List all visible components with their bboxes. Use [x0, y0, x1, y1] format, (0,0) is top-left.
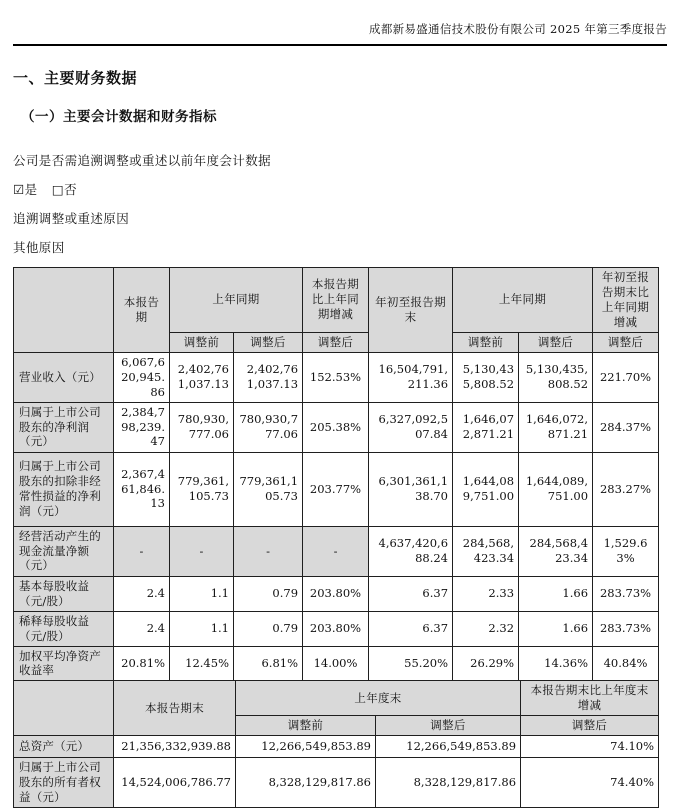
cell-value: 8,328,129,817.86	[376, 758, 521, 808]
row-label: 加权平均净资产收益率	[14, 646, 114, 681]
cell-value: 74.40%	[521, 758, 659, 808]
cell-value: -	[170, 526, 234, 576]
col-header-end-change: 本报告期末比上年度末增减	[521, 681, 659, 716]
restatement-reason-line: 追溯调整或重述原因	[13, 211, 130, 226]
cell-value: 203.80%	[303, 576, 369, 611]
cell-value: -	[303, 526, 369, 576]
cell-value: 55.20%	[369, 646, 453, 681]
restatement-block	[13, 151, 667, 256]
cell-value: 6.37	[369, 576, 453, 611]
cell-value: 284.37%	[593, 402, 659, 452]
cell-value: 152.53%	[303, 352, 369, 402]
cell-value: 1,529.63%	[593, 526, 659, 576]
table-row-revenue	[14, 352, 659, 402]
restatement-answer	[13, 180, 667, 198]
cell-value: 284,568,423.34	[519, 526, 593, 576]
col-header-ytd: 年初至报告期末	[369, 268, 453, 353]
table-row-owners-equity	[14, 758, 659, 808]
subheader-pre-adjust: 调整前	[453, 332, 519, 352]
subheader-post-adjust: 调整后	[521, 716, 659, 736]
cell-value: 0.79	[234, 576, 303, 611]
doc-header-title: 成都新易盛通信技术股份有限公司 2025 年第三季度报告	[13, 0, 667, 46]
cell-value: 205.38%	[303, 402, 369, 452]
cell-value: 40.84%	[593, 646, 659, 681]
cell-value: 1.1	[170, 576, 234, 611]
subheader-post-adjust: 调整后	[519, 332, 593, 352]
cell-value: 780,930,777.06	[234, 402, 303, 452]
cell-value: 1.66	[519, 611, 593, 646]
row-label: 归属于上市公司股东的扣除非经常性损益的净利润（元）	[14, 452, 114, 526]
cell-value: 5,130,435,808.52	[453, 352, 519, 402]
table-row-net-profit-excl-nonrecurring	[14, 452, 659, 526]
checkbox-no-icon: □否	[51, 182, 78, 197]
cell-value: 1,646,072,871.21	[453, 402, 519, 452]
checkbox-yes-checked-icon: ☑是	[13, 182, 38, 197]
cell-value: 2.4	[114, 611, 170, 646]
cell-value: 12,266,549,853.89	[236, 736, 376, 758]
cell-value: 203.77%	[303, 452, 369, 526]
cell-value: 6,301,361,138.70	[369, 452, 453, 526]
cell-value: 6,067,620,945.86	[114, 352, 170, 402]
row-label: 基本每股收益（元/股）	[14, 576, 114, 611]
cell-value: 203.80%	[303, 611, 369, 646]
row-label: 经营活动产生的现金流量净额（元）	[14, 526, 114, 576]
row-label: 营业收入（元）	[14, 352, 114, 402]
cell-value: 779,361,105.73	[234, 452, 303, 526]
col-header-prior-period-ytd: 上年同期	[453, 268, 593, 333]
subheader-post-adjust: 调整后	[376, 716, 521, 736]
cell-value: 221.70%	[593, 352, 659, 402]
subheader-post-adjust: 调整后	[234, 332, 303, 352]
cell-value: 2,402,761,037.13	[234, 352, 303, 402]
section-title: 一、主要财务数据	[13, 69, 138, 87]
table-row-total-assets	[14, 736, 659, 758]
balance-sheet-table	[13, 680, 659, 808]
col-header-current-period: 本报告期	[114, 268, 170, 353]
cell-value: 2,402,761,037.13	[170, 352, 234, 402]
cell-value: 26.29%	[453, 646, 519, 681]
restatement-question: 公司是否需追溯调整或重述以前年度会计数据	[13, 153, 272, 168]
corner-cell	[14, 681, 114, 736]
cell-value: 6,327,092,507.84	[369, 402, 453, 452]
cell-value: 1,644,089,751.00	[453, 452, 519, 526]
cell-value: 8,328,129,817.86	[236, 758, 376, 808]
table-row-diluted-eps	[14, 611, 659, 646]
period-financials-table	[13, 267, 659, 681]
col-header-period-change: 本报告期比上年同期增减	[303, 268, 369, 333]
cell-value: 12,266,549,853.89	[376, 736, 521, 758]
cell-value: 780,930,777.06	[170, 402, 234, 452]
subheader-pre-adjust: 调整前	[170, 332, 234, 352]
cell-value: 5,130,435,808.52	[519, 352, 593, 402]
cell-value: 2,384,798,239.47	[114, 402, 170, 452]
cell-value: -	[114, 526, 170, 576]
col-header-prior-period: 上年同期	[170, 268, 303, 333]
cell-value: 21,356,332,939.88	[114, 736, 236, 758]
cell-value: 0.79	[234, 611, 303, 646]
cell-value: 1,646,072,871.21	[519, 402, 593, 452]
cell-value: 14,524,006,786.77	[114, 758, 236, 808]
cell-value: 283.73%	[593, 611, 659, 646]
cell-value: 6.37	[369, 611, 453, 646]
cell-value: 1,644,089,751.00	[519, 452, 593, 526]
subheader-post-adjust: 调整后	[593, 332, 659, 352]
row-label: 归属于上市公司股东的净利润（元）	[14, 402, 114, 452]
cell-value: 14.00%	[303, 646, 369, 681]
row-label: 归属于上市公司股东的所有者权益（元）	[14, 758, 114, 808]
cell-value: 2,367,461,846.13	[114, 452, 170, 526]
cell-value: 4,637,420,688.24	[369, 526, 453, 576]
cell-value: 1.1	[170, 611, 234, 646]
cell-value: 16,504,791,211.36	[369, 352, 453, 402]
cell-value: 2.33	[453, 576, 519, 611]
cell-value: 14.36%	[519, 646, 593, 681]
other-reason-line: 其他原因	[13, 240, 65, 255]
col-header-ytd-change: 年初至报告期末比上年同期增减	[593, 268, 659, 333]
row-label: 总资产（元）	[14, 736, 114, 758]
table-row-basic-eps	[14, 576, 659, 611]
cell-value: 2.32	[453, 611, 519, 646]
cell-value: 284,568,423.34	[453, 526, 519, 576]
cell-value: 12.45%	[170, 646, 234, 681]
cell-value: -	[234, 526, 303, 576]
cell-value: 6.81%	[234, 646, 303, 681]
cell-value: 20.81%	[114, 646, 170, 681]
table-row-net-profit	[14, 402, 659, 452]
cell-value: 1.66	[519, 576, 593, 611]
corner-cell	[14, 268, 114, 353]
subheader-pre-adjust: 调整前	[236, 716, 376, 736]
table-row-operating-cash-flow	[14, 526, 659, 576]
cell-value: 779,361,105.73	[170, 452, 234, 526]
cell-value: 74.10%	[521, 736, 659, 758]
subheader-post-adjust: 调整后	[303, 332, 369, 352]
row-label: 稀释每股收益（元/股）	[14, 611, 114, 646]
cell-value: 2.4	[114, 576, 170, 611]
col-header-end-of-period: 本报告期末	[114, 681, 236, 736]
cell-value: 283.73%	[593, 576, 659, 611]
col-header-end-of-prior-year: 上年度末	[236, 681, 521, 716]
table-row-weighted-roe	[14, 646, 659, 681]
subsection-title: （一）主要会计数据和财务指标	[21, 109, 217, 125]
cell-value: 283.27%	[593, 452, 659, 526]
